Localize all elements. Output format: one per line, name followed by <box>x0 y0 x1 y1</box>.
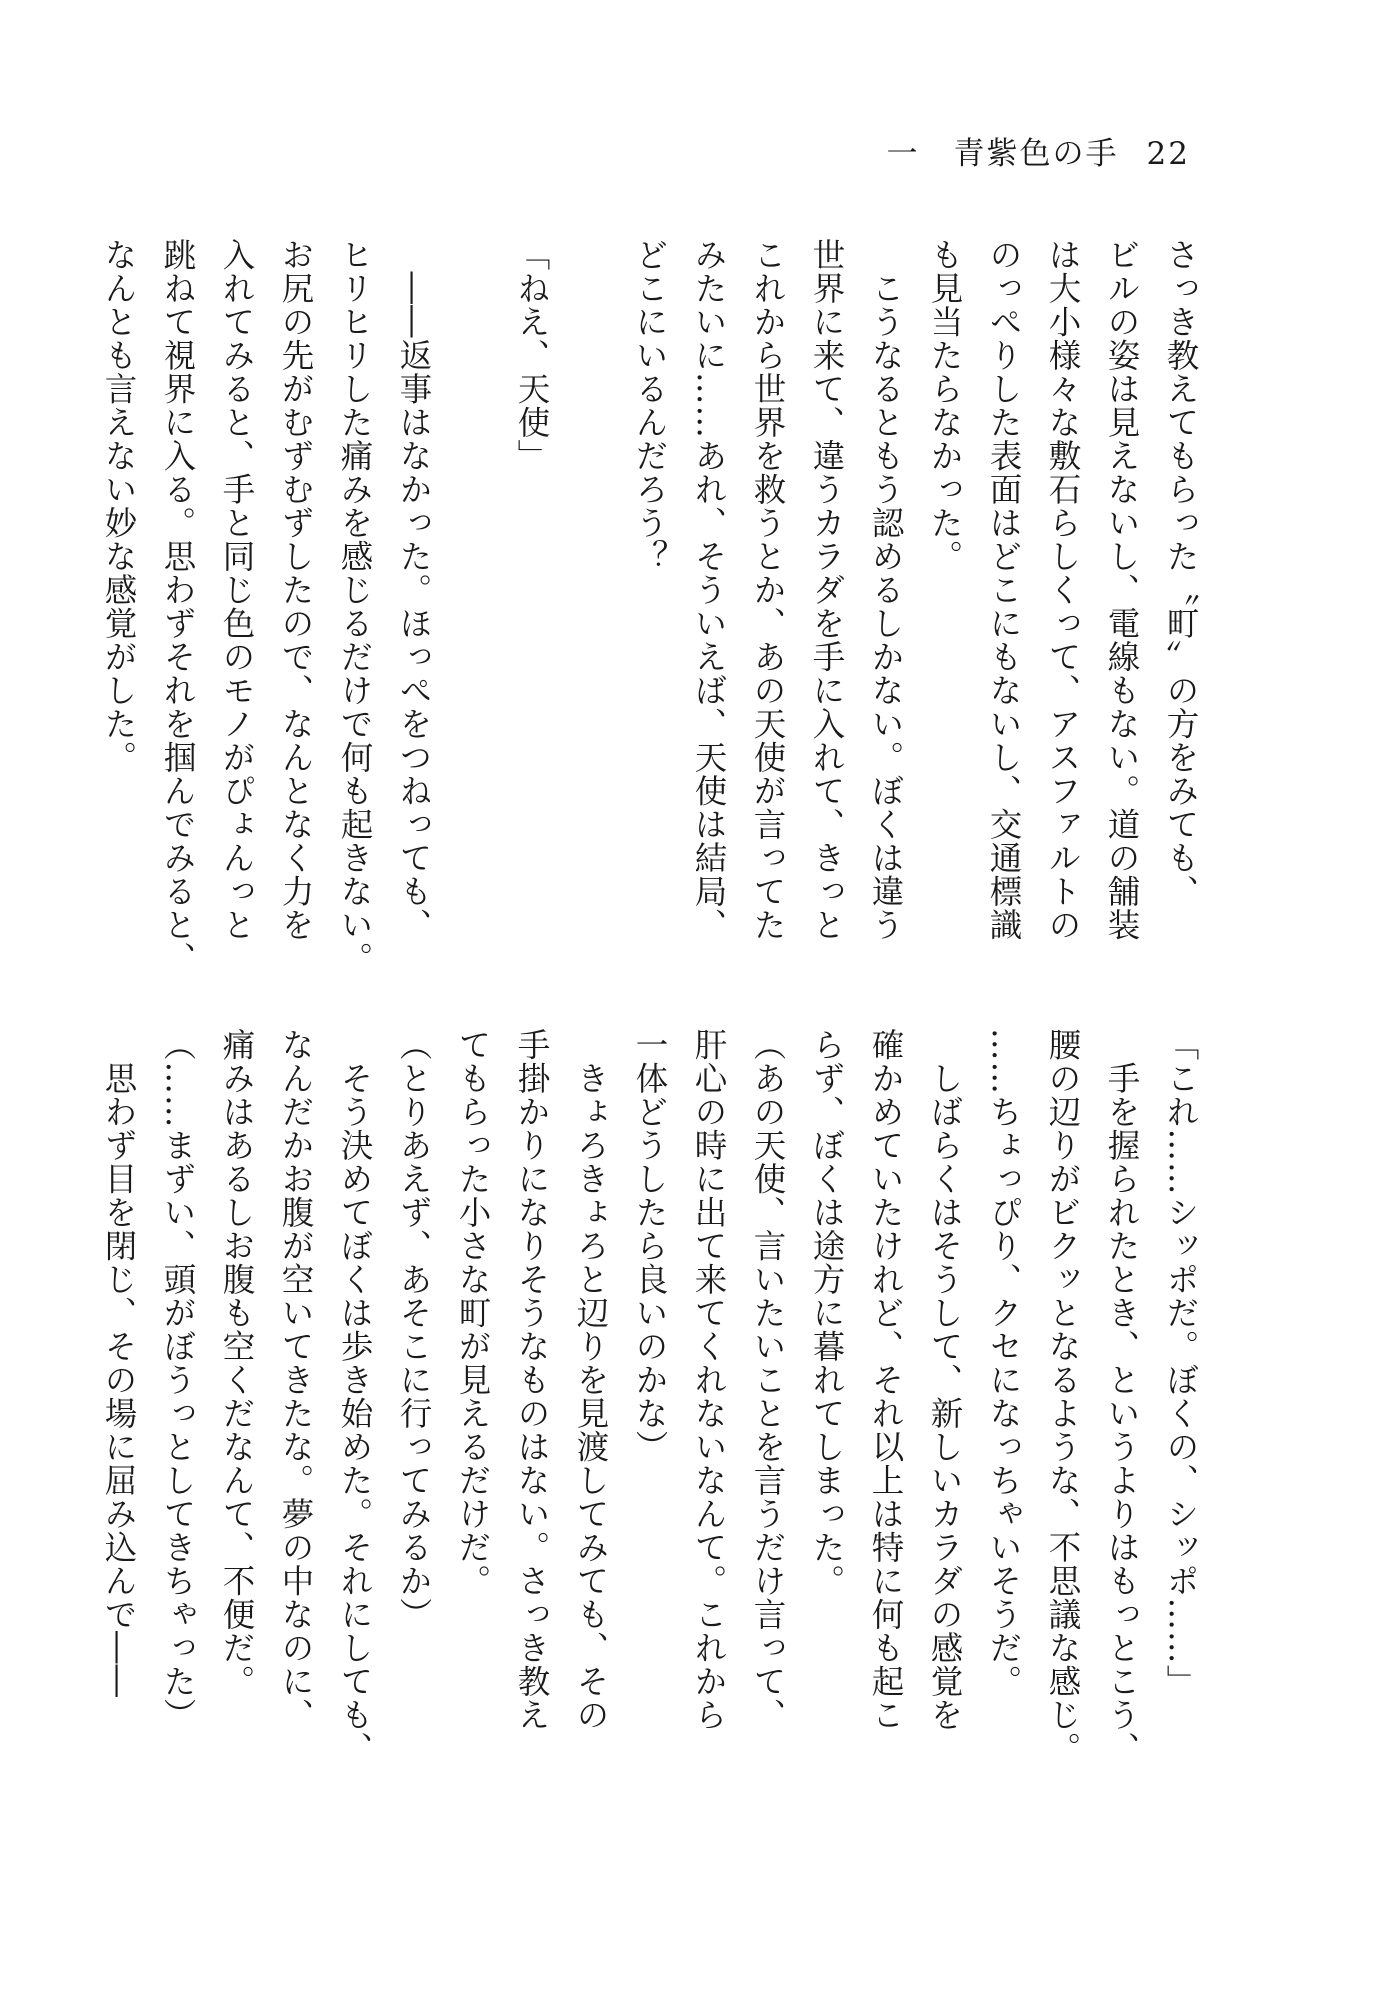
text-line: てもらった小さな町が見えるだけだ。 <box>454 1028 492 1598</box>
text-line: 跳ねて視界に入る。思わずそれを掴んでみると、 <box>159 238 197 975</box>
text-line: ヒリヒリした痛みを感じるだけで何も起きない。 <box>336 238 374 975</box>
text-line: も見当たらなかった。 <box>926 238 964 573</box>
text-line: は大小様々な敷石らしくって、アスファルトの <box>1044 238 1082 942</box>
text-line: ビルの姿は見えないし、電線もない。道の舗装 <box>1103 238 1141 942</box>
text-line: そう決めてぼくは歩き始めた。それにしても、 <box>336 1028 374 1765</box>
text-line: しばらくはそうして、新しいカラダの感覚を <box>926 1028 964 1732</box>
text-line: みたいに……あれ、そういえば、天使は結局、 <box>690 238 728 942</box>
text-line: これから世界を救うとか、あの天使が言ってた <box>749 238 787 942</box>
thought-line: （とりあえず、あそこに行ってみるか） <box>395 1028 433 1631</box>
text-line: こうなるともう認めるしかない。ぼくは違う <box>867 238 905 942</box>
blank-line <box>561 238 620 998</box>
text-line: 入れてみると、手と同じ色のモノがぴょんっと <box>218 238 256 942</box>
text-line: ……ちょっぴり、クセになっちゃいそうだ。 <box>985 1028 1023 1698</box>
text-block-upper <box>89 238 1210 998</box>
text-line: お尻の先がむずむずしたので、なんとなく力を <box>277 238 315 942</box>
text-line: さっき教えてもらった〝町〟の方をみても、 <box>1162 238 1200 908</box>
thought-line: （……まずい、頭がぼうっとしてきちゃった） <box>159 1028 197 1732</box>
text-line: 痛みはあるしお腹も空くだなんて、不便だ。 <box>218 1028 256 1698</box>
text-line: ――返事はなかった。ほっぺをつねっても、 <box>395 238 433 942</box>
text-line: 思わず目を閉じ、その場に屈み込んで―― <box>100 1028 138 1698</box>
blank-line <box>443 238 502 998</box>
text-line: どこにいるんだろう？ <box>631 238 669 573</box>
text-block-lower <box>89 1028 1210 1798</box>
text-line: 腰の辺りがビクッとなるような、不思議な感じ。 <box>1044 1028 1082 1765</box>
thought-line: 一体どうしたら良いのかな） <box>631 1028 669 1464</box>
dialogue-line: 「これ……シッポだ。ぼくの、シッポ……」 <box>1162 1028 1200 1698</box>
text-line: 確かめていたけれど、それ以上は特に何も起こ <box>867 1028 905 1732</box>
text-line: 手を握られたとき、というよりはもっとこう、 <box>1103 1028 1141 1765</box>
thought-line: （あの天使、言いたいことを言うだけ言って、 <box>749 1028 787 1732</box>
text-line: なんだかお腹が空いてきたな。夢の中なのに、 <box>277 1028 315 1732</box>
chapter-number: 一 <box>886 136 920 172</box>
text-line: らず、ぼくは途方に暮れてしまった。 <box>808 1028 846 1598</box>
text-line: きょろきょろと辺りを見渡してみても、その <box>572 1028 610 1732</box>
chapter-title: 青紫色の手 <box>953 136 1119 172</box>
text-line: 手掛かりになりそうなものはない。さっき教え <box>513 1028 551 1732</box>
thought-line: 肝心の時に出て来てくれないなんて。これから <box>690 1028 728 1732</box>
dialogue-line: 「ねえ、天使」 <box>513 238 551 473</box>
text-line: 世界に来て、違うカラダを手に入れて、きっと <box>808 238 846 942</box>
text-line: のっぺりした表面はどこにもないし、交通標識 <box>985 238 1023 942</box>
page-number: 22 <box>1146 136 1190 172</box>
running-head <box>887 128 1190 173</box>
text-line: なんとも言えない妙な感覚がした。 <box>100 238 138 774</box>
